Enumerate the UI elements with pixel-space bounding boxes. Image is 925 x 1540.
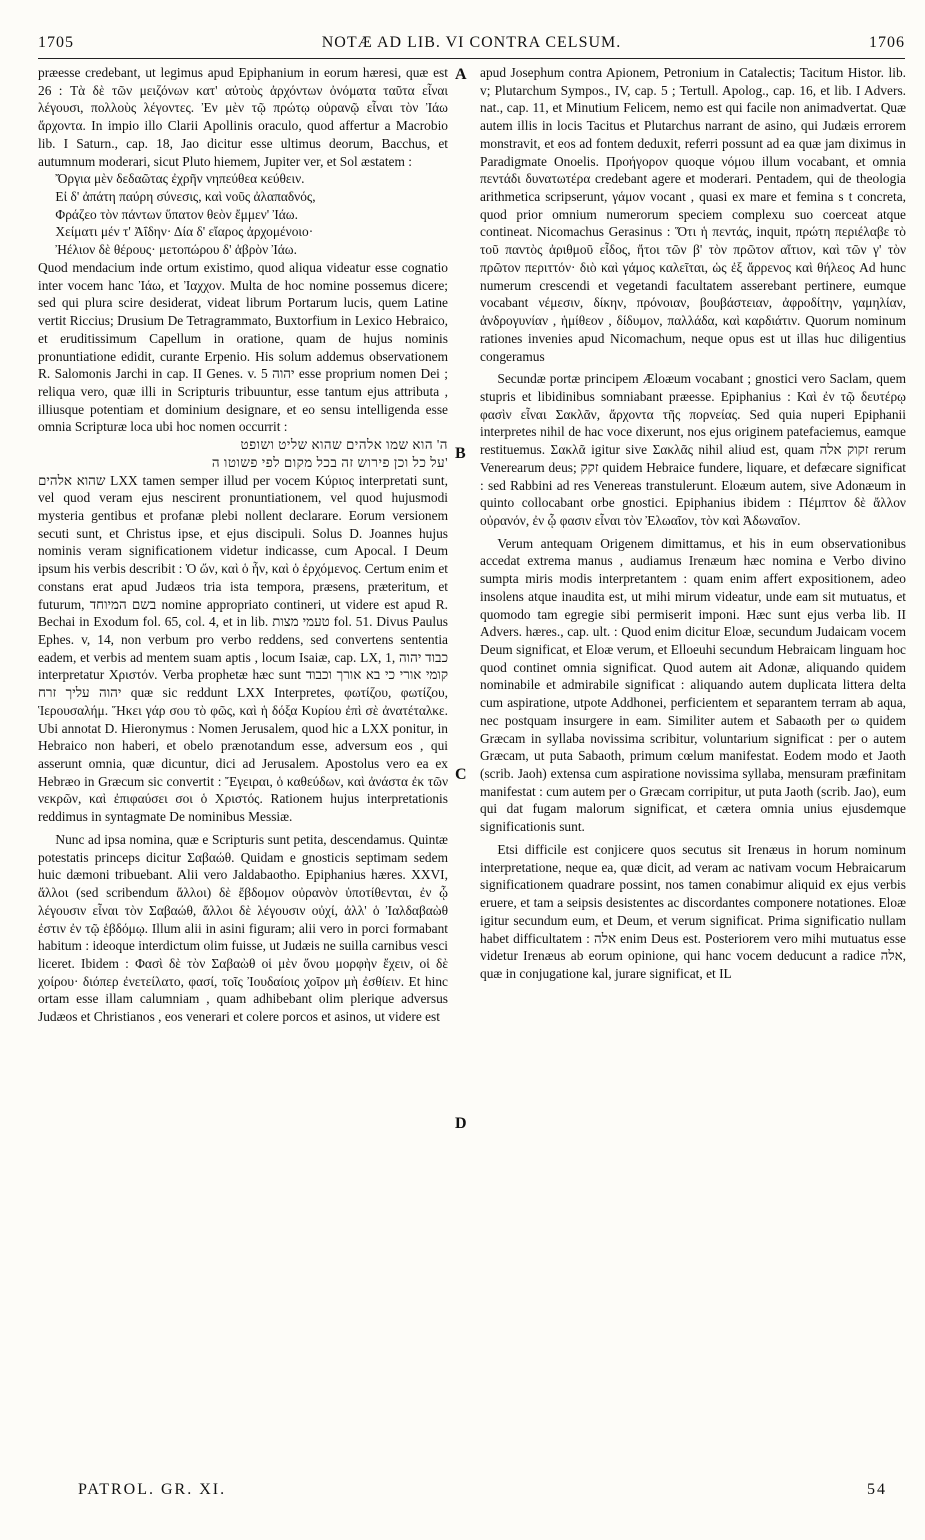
margin-marker-b: B [455, 445, 466, 462]
verse-line: Φράζεο τὸν πάντων ὕπατον θεὸν ἔμμεν' Ἰάω. [55, 206, 298, 222]
verse-line: Χείματι μέν τ' Ἀΐδην· Δία δ' εἴαρος ἀρχομένοιο· [55, 224, 314, 240]
left-column [38, 64, 448, 1457]
page-footer [78, 1481, 887, 1503]
hebrew-line: על כל וכן פירוש זה בכל מקום לפי פשוטו ה' [211, 454, 448, 470]
paragraph: apud Josephum contra Apionem, Petronium in Catalectis; Tacitum Histor. lib. v; Plutarchum Sympos., IV, cap. 5 ; Tertull. Apolog., cap. 16, et lib. I Advers. nat., cap. 11, et Minutium Felicem, nemo est qui facile non animadvertat. Quæ autem illis in locis Tacitus et Plutarchus narrant de asino, qui Judæis errorem monstravit, et eos ad fontem deduxit, referri possunt ad ea quæ jam diximus in Paradigmate Onoelis. Προήγορον quoque νόμου illum vocabant, et omnia πεντάδι δυνατωτέρα credebant agere et moderari. Pentadem, qui de theologia arithmetica scripserunt, γάμον vocant , quasi ex mare et femina s t concreta, quod prior omnium numerorum speciem complexu suo coerceat atque contineat. Nicomachus Gerasinus : Ὅτι ἡ πεντάς, inquit, πρώτη περιέλαβε τὸ τοῦ παντὸς ἀριθμοῦ εἶδος, ἤτοι τῶν β' τὸν πρῶτον αἴτιον, καὶ τῶν γ' τὸν πρῶτον περιττόν· διὸ καὶ γάμος καλεῖται, ὡς ἐξ ἄρρενος καὶ θήλεος Ad hunc numerum crescendi et vegetandi facultatem asserebant pertinere, eumque vocabant νέμεσιν, δίκην, πρόνοιαν, βουβάστειαν, ἀφροδίτην, γαμηλίαν, ἀνδρογυνίαν , ἡμίθεον , δίδυμον, παλλάδα, καὶ καρδιάτιν. Quorum nominum rationes invenies apud Nicomachum, neque opus est ut illas huc diligentius congeramus [480, 65, 906, 364]
paragraph: Quod mendacium inde ortum existimo, quod aliqua videatur esse cognatio inter vocem hanc Ἰάω, et Ἰαχχον. Multa de hoc nomine possemus dicere; sed qui plura scire desiderat, videat librum Portarum lucis, quem Latine vertit Riccius; Drusium De Tetragrammato, Buxtorfium in Lexico Hebraico, et eruditissimum Capellum in oratione, quam de hujus nominis pronuntiatione edidit, curante Erpenio. His solum addemus observationem R. Salomonis Jarchi in cap. II Genes. v. 5 יהוה esse proprium nomen Dei ; reliqua vero, quæ illi in Scripturis tribuuntur, esse tantum ejus attributa , illiusque potentiam et dominium designare, et eo sensu intelligenda esse omnia Scripturæ loca ubi hoc nomen occurrit : [38, 259, 448, 435]
paragraph: Secundæ portæ principem Æloæum vocabant ; gnostici vero Saclam, quem stupris et libidinibus somniabant præesse. Epiphanius : Καὶ ἐν τῷ δευτέρῳ φασὶν εἶναι Σακλᾶν, ἄρχοντα τῆς πορνείας. Sed quia nuperi Epiphanii interpretes nihil de hac voce dixerunt, nos ejus originem patefaciemus, eamque restituemus. Σακλᾶ igitur sive Σακλᾶς nihil aliud est, quam זקוק אלה rerum Venerearum deus; זקק quidem Hebraice fundere, liquare, et defæcare significat : sed Rabbini ad res Venereas transtulerunt. Eloæum autem, sive Adonæum in quinto collocabant orbe gnostici. Epiphanius ibidem : Πέμπτον δὲ ἄλλον οὐρανόν, ἐν ᾧ φασιν εἶναι τὸν Ἐλωαῖον, τὸν καὶ Ἀδωναῖον. [480, 371, 906, 528]
margin-marker-c: C [455, 766, 467, 783]
hebrew-line: ה' הוא שמו אלהים שהוא שליט ושופט [240, 437, 448, 453]
verse-line: Ἠέλιον δὲ θέρους· μετοπώρου δ' ἁβρὸν Ἰάω. [55, 242, 297, 258]
page-header [38, 34, 905, 56]
paragraph: præesse credebant, ut legimus apud Epiphanium in eorum hæresi, quæ est 26 : Τὰ δὲ τῶν μειζόνων κατ' αὐτοὺς ἀρχόντων ὀνόματα ταῦτα εἶναι λέγουσι, πολλοὺς λέγοντες. Ἐν μὲν τῷ πρώτῳ οὐρανῷ εἶναι τὸν Ἰάω ἄρχοντα. In impio illo Clarii Apollinis oraculo, quod affertur a Macrobio lib. I Saturn., cap. 18, Jao dicitur esse ultimus deorum, Bacchus, et autumnum moderari, sicut Pluto hiemem, Jupiter ver, et Sol æstatem : [38, 65, 448, 169]
running-title: NOTÆ AD LIB. VI CONTRA CELSUM. [321, 34, 622, 51]
verse-line: Ὄργια μὲν δεδαῶτας ἐχρῆν νηπεύθεα κεύθειν. [55, 171, 305, 187]
right-column [480, 64, 906, 1457]
column-number-right: 1706 [869, 34, 905, 51]
verse-line: Εἰ δ' ἀπάτη παύρη σύνεσις, καὶ νοῦς ἀλαπαδνός, [55, 189, 316, 205]
page-number: 54 [867, 1481, 887, 1498]
signature-mark: PATROL. GR. XI. [78, 1481, 227, 1498]
paragraph: שהוא אלהים LXX tamen semper illud per vocem Κύριος interpretati sunt, vel quod veram ejus nescirent pronuntiationem, vel quod hujusmodi mysteria gentibus et profanæ plebi nollent declarare. Eorum versionem secuti sunt, et Christus ipse, et ejus discipuli. Solus D. Joannes hujus nominis veram significationem videtur indicasse, cum Apocal. I Deum ipsum his verbis describit : Ὁ ὤν, καὶ ὁ ἦν, καὶ ὁ ἐρχόμενος. Certum enim et constans erat apud Judæos tria ista tempora, præsens, præteritum, et futurum, בשם המיוחד nomine appropriato contineri, ut videre est apud R. Bechai in Exodum fol. 65, col. 4, et in lib. טעמי מצות fol. 51. Divus Paulus Ephes. v, 14, non verbum pro verbo reddens, sed convertens sententia eadem, et verbis ad mentem suam aptis , locum Isaiæ, cap. LX, 1, כבוד יהוה interpretatur Χριστόν. Verba prophetæ hæc sunt קומי אורי כי בא אורך וכבוד יהוה עליך זרח quæ sic reddunt LXX Interpretes, φωτίζου, φωτίζου, Ἱερουσαλήμ. Ἥκει γάρ σου τὸ φῶς, καὶ ἡ δόξα Κυρίου ἐπὶ σὲ ἀνατέταλκε. Ubi annotat D. Hieronymus : Nomen Jerusalem, quod hic a LXX ponitur, in Hebraico non haberi, et obelo prænotandum esse, adversum eos , qui asserunt omnia, quæ dicuntur, dici ad Jerusalem. Apostolus vero ea ex Hebræo in Græcum sic convertit : Ἔγειραι, ὁ καθεύδων, καὶ ἀνάστα ἐκ τῶν νεκρῶν, καὶ ἐπιφαύσει σοι ὁ Χριστός. Rationem hujus interpretationis reddimus in syntagmate De nominibus Messiæ. [38, 472, 448, 825]
margin-marker-a: A [455, 66, 467, 83]
paragraph: Verum antequam Origenem dimittamus, et his in eum observationibus accedat extrema manus , audiamus Irenæum hæc nomina e Verbo divino sumpta miris modis interpretantem : quam enim affert expositionem, adeo insolens atque inaudita est, ut mihi mirum videatur, unde eam sit mutuatus, et quomodo tam egregie sibi permiserit imponi. Hæc sunt ejus verba lib. II Advers. hæres., cap. ult. : Quod enim dicitur Eloæ, secundum Judaicam vocem Deum significat, et Eloæ verum, et Elloeuhi secundum Hebraicam linguam hoc quod continet omnia significat. Quod autem ait Adonæ, aliquando quidem nominabile et admirabile significat : aliquando autem duplicata littera delta cum aspiratione, utpote Addhonei, perficientem et separantem terram ab aqua, nec postquam insurgere in eam. Similiter autem et Sabaωth per ω quidem Græcam in syllaba novissima scribitur, voluntarium significat : per o autem Græcam, ut puta Sabaoth, primum cœlum manifestat. Eodem modo et Jaoth (scrib. Jaoh) extensa cum aspiratione novissima syllaba, mensuram præfinitam manifestat : cum autem per o Græcam corripitur, ut puta Jaoth (scrib. Jao), eum qui dat fugam malorum significat, et cætera omnia unius ejusdemque significationis sunt. [480, 535, 906, 835]
column-number-left: 1705 [38, 34, 74, 51]
paragraph: Etsi difficile est conjicere quos secutus sit Irenæus in horum nominum interpretatione, neque ea, quæ dicit, ad veram ac nativam vocum Hebraicarum significationem quadrare possint, nos tamen conabimur aliquid ex ejus verbis eruere, et tam a seipsis desistentes ac discordantes componere notationes. Eloæ igitur secundum eum, et Deum, et verum significat. Prima significatio nullam habet difficultatem : אלה enim Deus est. Posteriorem vero mihi mutuatus esse videtur Irenæus ab eorum opinione, qui hanc vocem deducunt a radice אלה, quæ in conjugatione kal, jurare significat, et IL [480, 841, 906, 981]
header-rule [38, 58, 905, 59]
paragraph: Nunc ad ipsa nomina, quæ e Scripturis sunt petita, descendamus. Quintæ potestatis princeps dicitur Σαβαώθ. Quidam e gnosticis septimam sedem huic dæmoni tribuebant. Alii vero Jaldabaotho. Epiphanius hæres. XXVI, ἄλλοι (sed scribendum ἄλλοι) δὲ ἔβδομον οὐρανὸν ὑποτίθενται, ἐν ᾧ λέγουσιν εἶναι τὸν Σαβαώθ, ἄλλοι δὲ λέγουσιν οὐχί, ἀλλ' ὁ Ἰαλδαβαὼθ ἐστιν ἐν τῷ ἑβδόμῳ. Illum alii in asini figuram; alii vero in porci formabant habitum : ideoque interdictum olim fuisse, ut Judæis ne suilla carnibus vesci liceret. Ibidem : Φασὶ δὲ τὸν Σαβαὼθ οἱ μὲν ὄνου μορφὴν ἔχειν, οἱ δὲ χοίρου· διόπερ ἐνετείλατο, φασί, τοῖς Ἰουδαίοις χοῖρον μὴ ἐσθίειν. Et hinc ortam esse illam calumniam , quam adhibebant olim plerique adversus Judæos et Christianos , eos venerari et colere porcos et asinos, ut videre est [38, 831, 448, 1025]
margin-marker-d: D [455, 1115, 467, 1132]
